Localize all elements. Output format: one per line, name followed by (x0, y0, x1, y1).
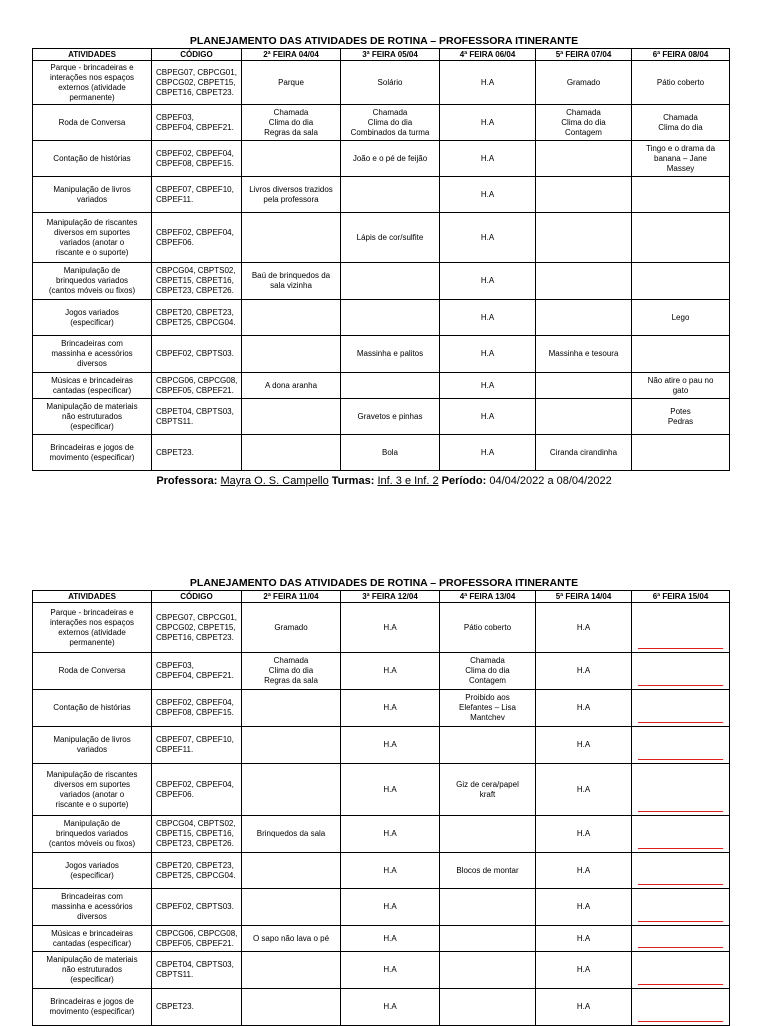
day-cell (536, 263, 632, 300)
header-day: 4ª FEIRA 13/04 (440, 591, 536, 603)
header-day: 2ª FEIRA 11/04 (242, 591, 341, 603)
day-cell: Proibido aos Elefantes – Lisa Mantchev (440, 690, 536, 727)
header-day: 2ª FEIRA 04/04 (242, 49, 341, 61)
professora-label: Professora: (156, 475, 218, 487)
day-cell (242, 690, 341, 727)
day-cell (242, 435, 341, 471)
day-cell: H.A (440, 435, 536, 471)
header-codigo: CÓDIGO (152, 49, 242, 61)
table-row (33, 926, 730, 952)
day-cell (632, 989, 730, 1026)
code-cell: CBPET04, CBPTS03, CBPTS11. (152, 399, 242, 435)
code-cell: CBPEF03, CBPEF04, CBPEF21. (152, 105, 242, 141)
activity-cell: Parque - brincadeiras e interações nos espaços externos (atividade permanente) (33, 603, 152, 653)
table-row (33, 300, 730, 336)
day-cell: Chamada Clima do dia (632, 105, 730, 141)
day-cell (242, 764, 341, 816)
header-day: 6ª FEIRA 08/04 (632, 49, 730, 61)
day-cell: Gravetos e pinhas (341, 399, 440, 435)
day-cell: Bola (341, 435, 440, 471)
day-cell: Brinquedos da sala (242, 816, 341, 853)
periodo-label: Período: (441, 475, 487, 487)
activity-cell: Parque - brincadeiras e interações nos espaços externos (atividade permanente) (33, 61, 152, 105)
code-cell: CBPEF07, CBPEF10, CBPEF11. (152, 177, 242, 213)
activity-cell: Brincadeiras e jogos de movimento (especificar) (33, 435, 152, 471)
table-header-row (33, 49, 730, 61)
week-2-schedule (0, 576, 768, 1026)
day-cell: H.A (440, 213, 536, 263)
turmas-value: Inf. 3 e Inf. 2 (377, 475, 439, 487)
day-cell: H.A (341, 690, 440, 727)
day-cell: H.A (341, 816, 440, 853)
table-row (33, 399, 730, 435)
table-row (33, 727, 730, 764)
day-cell: H.A (536, 952, 632, 989)
day-cell: H.A (440, 263, 536, 300)
activity-cell: Manipulação de materiais não estruturados (especificar) (33, 952, 152, 989)
day-cell (440, 816, 536, 853)
activity-cell: Músicas e brincadeiras cantadas (especificar) (33, 926, 152, 952)
code-cell: CBPEF02, CBPEF04, CBPEF08, CBPEF15. (152, 141, 242, 177)
day-cell: H.A (341, 952, 440, 989)
day-cell: H.A (440, 177, 536, 213)
header-day: 6ª FEIRA 15/04 (632, 591, 730, 603)
blank-line (638, 758, 723, 760)
activity-cell: Brincadeiras e jogos de movimento (especificar) (33, 989, 152, 1026)
day-cell (632, 603, 730, 653)
week-1-table (32, 48, 730, 471)
activity-cell: Roda de Conversa (33, 105, 152, 141)
day-cell: Potes Pedras (632, 399, 730, 435)
table-row (33, 61, 730, 105)
professora-name: Mayra O. S. Campello (220, 475, 329, 487)
blank-line (638, 847, 723, 849)
day-cell (632, 336, 730, 373)
turmas-label: Turmas: (331, 475, 375, 487)
day-cell (242, 952, 341, 989)
day-cell: H.A (341, 603, 440, 653)
activity-cell: Contação de histórias (33, 690, 152, 727)
day-cell: H.A (440, 141, 536, 177)
blank-line (638, 810, 723, 812)
day-cell (632, 653, 730, 690)
code-cell: CBPEF07, CBPEF10, CBPEF11. (152, 727, 242, 764)
day-cell (242, 300, 341, 336)
blank-line (638, 721, 723, 723)
code-cell: CBPCG04, CBPTS02, CBPET15, CBPET16, CBPET23, CBPET26. (152, 816, 242, 853)
code-cell: CBPCG04, CBPTS02, CBPET15, CBPET16, CBPET23, CBPET26. (152, 263, 242, 300)
table-row (33, 603, 730, 653)
table-row (33, 853, 730, 889)
table-row (33, 816, 730, 853)
day-cell: Livros diversos trazidos pela professora (242, 177, 341, 213)
code-cell: CBPCG06, CBPCG08, CBPEF05, CBPEF21. (152, 373, 242, 399)
code-cell: CBPEG07, CBPCG01, CBPCG02, CBPET15, CBPET16, CBPET23. (152, 61, 242, 105)
activity-cell: Jogos variados (especificar) (33, 853, 152, 889)
day-cell: Não atire o pau no gato (632, 373, 730, 399)
day-cell: H.A (440, 373, 536, 399)
day-cell (440, 952, 536, 989)
code-cell: CBPET20, CBPET23, CBPET25, CBPCG04. (152, 300, 242, 336)
activity-cell: Manipulação de riscantes diversos em suportes variados (anotar o riscante e o suporte) (33, 764, 152, 816)
day-cell: H.A (440, 399, 536, 435)
day-cell: H.A (440, 336, 536, 373)
week-1-body (33, 61, 730, 471)
day-cell (632, 690, 730, 727)
blank-line (638, 883, 723, 885)
day-cell (536, 177, 632, 213)
blank-line (638, 684, 723, 686)
day-cell: Pátio coberto (440, 603, 536, 653)
day-cell: H.A (341, 889, 440, 926)
day-cell: Gramado (536, 61, 632, 105)
day-cell (440, 926, 536, 952)
day-cell: Chamada Clima do dia Regras da sala (242, 105, 341, 141)
code-cell: CBPEF02, CBPEF04, CBPEF08, CBPEF15. (152, 690, 242, 727)
activity-cell: Contação de histórias (33, 141, 152, 177)
code-cell: CBPEF03, CBPEF04, CBPEF21. (152, 653, 242, 690)
day-cell: Chamada Clima do dia Regras da sala (242, 653, 341, 690)
blank-line (638, 920, 723, 922)
day-cell: H.A (440, 61, 536, 105)
header-day: 3ª FEIRA 12/04 (341, 591, 440, 603)
day-cell: Giz de cera/papel kraft (440, 764, 536, 816)
day-cell (341, 300, 440, 336)
activity-cell: Brincadeiras com massinha e acessórios diversos (33, 336, 152, 373)
week-2-table (32, 590, 730, 1026)
day-cell (536, 300, 632, 336)
week-1-title: PLANEJAMENTO DAS ATIVIDADES DE ROTINA – PROFESSORA ITINERANTE (189, 35, 579, 47)
code-cell: CBPEF02, CBPEF04, CBPEF06. (152, 213, 242, 263)
code-cell: CBPEF02, CBPEF04, CBPEF06. (152, 764, 242, 816)
activity-cell: Jogos variados (especificar) (33, 300, 152, 336)
day-cell: H.A (536, 603, 632, 653)
day-cell (536, 399, 632, 435)
code-cell: CBPET04, CBPTS03, CBPTS11. (152, 952, 242, 989)
day-cell: Lápis de cor/sulfite (341, 213, 440, 263)
blank-line (638, 983, 723, 985)
day-cell: H.A (341, 926, 440, 952)
table-row (33, 373, 730, 399)
table-header-row (33, 591, 730, 603)
code-cell: CBPEF02, CBPTS03. (152, 889, 242, 926)
day-cell (536, 141, 632, 177)
day-cell: Parque (242, 61, 341, 105)
activity-cell: Manipulação de brinquedos variados (cantos móveis ou fixos) (33, 816, 152, 853)
week-2-title: PLANEJAMENTO DAS ATIVIDADES DE ROTINA – PROFESSORA ITINERANTE (189, 577, 579, 589)
table-row (33, 989, 730, 1026)
day-cell: Solário (341, 61, 440, 105)
day-cell: O sapo não lava o pé (242, 926, 341, 952)
day-cell (242, 853, 341, 889)
header-atividades: ATIVIDADES (33, 591, 152, 603)
day-cell: Massinha e tesoura (536, 336, 632, 373)
day-cell (242, 141, 341, 177)
footer-info (0, 474, 768, 488)
table-row (33, 764, 730, 816)
day-cell (242, 889, 341, 926)
day-cell: Baú de brinquedos da sala vizinha (242, 263, 341, 300)
day-cell: H.A (341, 989, 440, 1026)
day-cell (632, 889, 730, 926)
day-cell (341, 177, 440, 213)
day-cell (632, 816, 730, 853)
day-cell (536, 213, 632, 263)
day-cell: Chamada Clima do dia Combinados da turma (341, 105, 440, 141)
periodo-value: 04/04/2022 a 08/04/2022 (489, 475, 612, 487)
week-2-body (33, 603, 730, 1026)
day-cell (341, 373, 440, 399)
code-cell: CBPET23. (152, 989, 242, 1026)
table-row (33, 141, 730, 177)
day-cell (632, 727, 730, 764)
table-row (33, 690, 730, 727)
day-cell (632, 177, 730, 213)
day-cell (632, 764, 730, 816)
blank-line (638, 647, 723, 649)
day-cell: H.A (536, 926, 632, 952)
code-cell: CBPET20, CBPET23, CBPET25, CBPCG04. (152, 853, 242, 889)
day-cell: Massinha e palitos (341, 336, 440, 373)
day-cell: H.A (536, 889, 632, 926)
day-cell (242, 399, 341, 435)
activity-cell: Manipulação de brinquedos variados (cantos móveis ou fixos) (33, 263, 152, 300)
day-cell: H.A (536, 853, 632, 889)
code-cell: CBPET23. (152, 435, 242, 471)
day-cell: H.A (536, 690, 632, 727)
table-row (33, 336, 730, 373)
table-row (33, 653, 730, 690)
table-row (33, 213, 730, 263)
day-cell (632, 853, 730, 889)
day-cell: A dona aranha (242, 373, 341, 399)
day-cell: Chamada Clima do dia Contagem (440, 653, 536, 690)
day-cell (440, 889, 536, 926)
header-day: 5ª FEIRA 14/04 (536, 591, 632, 603)
day-cell: H.A (536, 727, 632, 764)
table-row (33, 952, 730, 989)
header-day: 5ª FEIRA 07/04 (536, 49, 632, 61)
day-cell (632, 435, 730, 471)
day-cell: H.A (341, 764, 440, 816)
table-row (33, 263, 730, 300)
table-row (33, 889, 730, 926)
day-cell: Gramado (242, 603, 341, 653)
day-cell: H.A (536, 816, 632, 853)
header-atividades: ATIVIDADES (33, 49, 152, 61)
day-cell (536, 373, 632, 399)
day-cell: Lego (632, 300, 730, 336)
header-day: 4ª FEIRA 06/04 (440, 49, 536, 61)
activity-cell: Manipulação de materiais não estruturados (especificar) (33, 399, 152, 435)
activity-cell: Brincadeiras com massinha e acessórios diversos (33, 889, 152, 926)
code-cell: CBPCG06, CBPCG08, CBPEF05, CBPEF21. (152, 926, 242, 952)
code-cell: CBPEG07, CBPCG01, CBPCG02, CBPET15, CBPET16, CBPET23. (152, 603, 242, 653)
activity-cell: Roda de Conversa (33, 653, 152, 690)
day-cell (632, 926, 730, 952)
day-cell (632, 952, 730, 989)
day-cell (242, 989, 341, 1026)
activity-cell: Músicas e brincadeiras cantadas (especificar) (33, 373, 152, 399)
day-cell: H.A (341, 653, 440, 690)
day-cell: H.A (536, 764, 632, 816)
activity-cell: Manipulação de livros variados (33, 177, 152, 213)
week-1-schedule (0, 34, 768, 488)
header-day: 3ª FEIRA 05/04 (341, 49, 440, 61)
day-cell (341, 263, 440, 300)
day-cell: H.A (440, 105, 536, 141)
day-cell: Chamada Clima do dia Contagem (536, 105, 632, 141)
day-cell: H.A (341, 727, 440, 764)
day-cell: Ciranda cirandinha (536, 435, 632, 471)
day-cell: H.A (536, 653, 632, 690)
day-cell (632, 263, 730, 300)
activity-cell: Manipulação de riscantes diversos em suportes variados (anotar o riscante e o suporte) (33, 213, 152, 263)
blank-line (638, 1020, 723, 1022)
day-cell: Pátio coberto (632, 61, 730, 105)
day-cell: H.A (341, 853, 440, 889)
day-cell (242, 336, 341, 373)
day-cell (242, 213, 341, 263)
table-row (33, 435, 730, 471)
day-cell: H.A (536, 989, 632, 1026)
day-cell (440, 989, 536, 1026)
header-codigo: CÓDIGO (152, 591, 242, 603)
day-cell: João e o pé de feijão (341, 141, 440, 177)
table-row (33, 105, 730, 141)
day-cell (632, 213, 730, 263)
day-cell: Blocos de montar (440, 853, 536, 889)
table-row (33, 177, 730, 213)
blank-line (638, 946, 723, 948)
day-cell: H.A (440, 300, 536, 336)
activity-cell: Manipulação de livros variados (33, 727, 152, 764)
code-cell: CBPEF02, CBPTS03. (152, 336, 242, 373)
day-cell: Tingo e o drama da banana – Jane Massey (632, 141, 730, 177)
day-cell (242, 727, 341, 764)
day-cell (440, 727, 536, 764)
